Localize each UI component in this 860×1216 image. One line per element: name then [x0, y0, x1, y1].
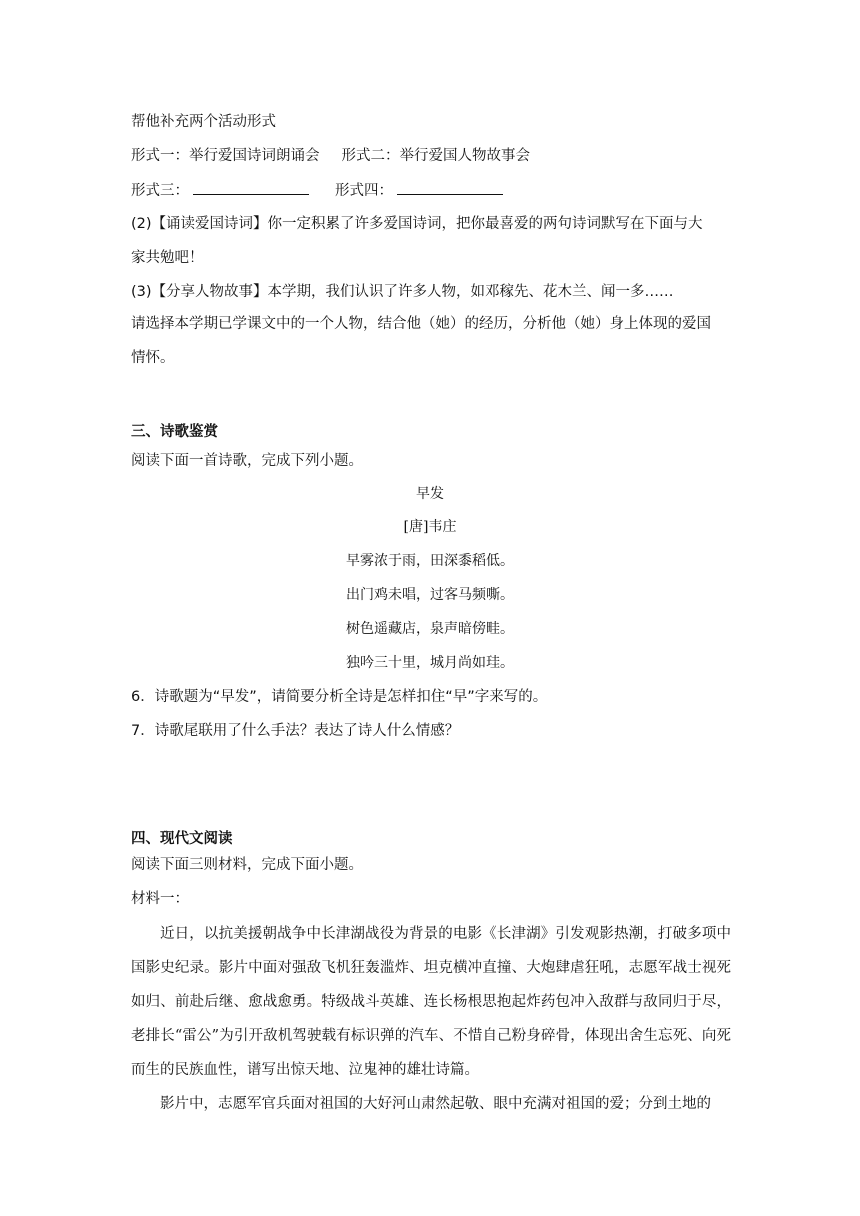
question-6: 6．诗歌题为“早发”，请简要分析全诗是怎样扣住“早”字来写的。 [131, 689, 548, 705]
section4-instruction: 阅读下面三则材料，完成下面小题。 [131, 857, 363, 873]
form4-blank[interactable] [397, 180, 503, 195]
q3-line-3: 情怀。 [131, 350, 175, 366]
poem-author: [唐]韦庄 [403, 519, 457, 535]
form3-label: 形式三： [131, 183, 189, 199]
poem-line-1: 早雾浓于雨，田深黍稻低。 [346, 553, 514, 569]
form2-label: 形式二： [341, 148, 400, 164]
material1-paragraph-1: 近日，以抗美援朝战争中长津湖战役为背景的电影《长津湖》引发观影热潮，打破多项中国影史纪录。影片中面对强敌飞机狂轰滥炸、坦克横冲直撞、大炮肆虐狂吼，志愿军战士视死如归、前赴后继、愈战愈勇。特级战斗英雄、连长杨根思抱起炸药包冲入敌群与敌同归于尽，老排长“雷公”为引开敌机驾驶载有标识弹的汽车、不惜自己粉身碎骨，体现出舍生忘死、向死而生的民族血性，谱写出惊天地、泣鬼神的雄壮诗篇。 [131, 926, 731, 1078]
form1-value: 举行爱国诗词朗诵会 [189, 148, 320, 164]
q3-line-1: (3)【分享人物故事】本学期，我们认识了许多人物，如邓稼先、花木兰、闻一多…… [131, 284, 674, 300]
material1-paragraph-2: 影片中，志愿军官兵面对祖国的大好河山肃然起敬、眼中充满对祖国的爱；分到土地的 [160, 1096, 711, 1112]
question-7: 7．诗歌尾联用了什么手法？表达了诗人什么情感？ [131, 723, 460, 739]
material1-label: 材料一： [131, 891, 189, 907]
poem-title: 早发 [416, 486, 444, 502]
activity-intro: 帮他补充两个活动形式 [131, 114, 276, 130]
activity-forms-row-2 [131, 180, 507, 201]
poem-line-3: 树色遥藏店，泉声暗傍畦。 [346, 621, 514, 637]
q2-line-2: 家共勉吧！ [131, 250, 204, 266]
form3-blank[interactable] [193, 180, 309, 195]
poem-line-2: 出门鸡未唱，过客马频嘶。 [346, 587, 514, 603]
section3-instruction: 阅读下面一首诗歌，完成下列小题。 [131, 453, 363, 469]
form1-label: 形式一： [131, 148, 189, 164]
q3-line-2: 请选择本学期已学课文中的一个人物，结合他（她）的经历，分析他（她）身上体现的爱国 [131, 316, 711, 332]
q2-line-1: (2)【诵读爱国诗词】你一定积累了许多爱国诗词，把你最喜爱的两句诗词默写在下面与大 [131, 216, 703, 232]
poem-line-4: 独吟三十里，城月尚如珪。 [346, 655, 514, 671]
form2-value: 举行爱国人物故事会 [399, 148, 530, 164]
activity-forms-row-1 [131, 146, 530, 166]
form4-label: 形式四： [335, 183, 393, 199]
section3-heading: 三、诗歌鉴赏 [131, 424, 218, 440]
section4-heading: 四、现代文阅读 [131, 831, 233, 847]
